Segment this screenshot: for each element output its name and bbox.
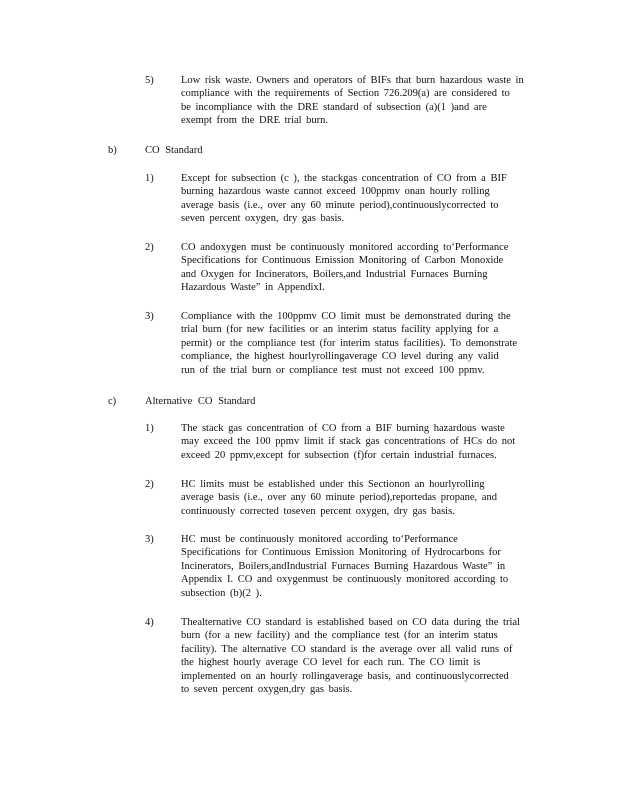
text-line: Specifications for Continuous Emission Monitoring of Carbon Monoxide bbox=[181, 255, 504, 267]
text-line: may exceed the 100 ppmv limit if stack gas concentrations of HCs do not bbox=[181, 436, 516, 448]
item-number: 2) bbox=[145, 479, 154, 490]
text-line: and Oxygen for Incinerators, Boilers,and Industrial Furnaces Burning bbox=[181, 268, 488, 280]
paragraph bbox=[181, 478, 537, 518]
text-line: be incompliance with the DRE standard of subsection (a)(1 )and are bbox=[181, 101, 487, 113]
text-line: Hazardous Waste” in AppendixI. bbox=[181, 282, 325, 294]
text-line: Specifications for Continuous Emission Monitoring of Hydrocarbons for bbox=[181, 547, 501, 559]
text-line: The stack gas concentration of CO from a BIF burning hazardous waste bbox=[181, 423, 505, 434]
text-line: to seven percent oxygen,dry gas basis. bbox=[181, 684, 353, 696]
paragraph bbox=[181, 616, 537, 696]
text-line: burn (for a new facility) and the compliance test (for an interim status bbox=[181, 630, 498, 642]
paragraph bbox=[181, 241, 537, 295]
paragraph bbox=[181, 172, 537, 226]
item-number: 3) bbox=[145, 534, 154, 545]
text-line: run of the trial burn or compliance test must not exceed 100 ppmv. bbox=[181, 364, 485, 376]
text-line: CO andoxygen must be continuously monitored according to‘Performance bbox=[181, 242, 509, 253]
paragraph bbox=[181, 310, 537, 377]
text-line: trial burn (for new facilities or an interim status facility applying for a bbox=[181, 324, 499, 336]
text-line: Low risk waste. Owners and operators of BIFs that burn hazardous waste in bbox=[181, 75, 524, 86]
text-line: facility). The alternative CO standard is the average over all valid runs of bbox=[181, 643, 513, 655]
item-number: 2) bbox=[145, 242, 154, 253]
item-number: 5) bbox=[145, 75, 154, 86]
text-line: exempt from the DRE trial burn. bbox=[181, 115, 329, 127]
paragraph bbox=[181, 533, 537, 600]
text-line: Appendix I. CO and oxygenmust be continuously monitored according to bbox=[181, 574, 509, 586]
text-line: continuously corrected toseven percent oxygen, dry gas basis. bbox=[181, 505, 455, 517]
paragraph-low-risk-waste bbox=[181, 74, 537, 128]
item-number: 1) bbox=[145, 423, 154, 434]
text-line: compliance with the requirements of Section 726.209(a) are considered to bbox=[181, 88, 510, 100]
text-line: HC limits must be established under this Sectionon an hourlyrolling bbox=[181, 479, 485, 490]
section-heading: Alternative CO Standard bbox=[145, 396, 256, 407]
item-number: 3) bbox=[145, 311, 154, 322]
text-line: implemented on an hourly rollingaverage basis, and continuouslycorrected bbox=[181, 670, 509, 682]
text-line: Incinerators, Boilers,andIndustrial Furnaces Burning Hazardous Waste” in bbox=[181, 560, 506, 572]
text-line: permit) or the compliance test (for interim status facilities). To demonstrate bbox=[181, 337, 518, 349]
text-line: seven percent oxygen, dry gas basis. bbox=[181, 213, 345, 225]
text-line: burning hazardous waste cannot exceed 100ppmv onan hourly rolling bbox=[181, 186, 490, 198]
text-line: exceed 20 ppmv,except for subsection (f)for certain industrial furnaces. bbox=[181, 449, 497, 461]
item-number: 1) bbox=[145, 173, 154, 184]
text-line: compliance, the highest hourlyrollingaverage CO level during any valid bbox=[181, 351, 499, 363]
text-line: Except for subsection (c ), the stackgas concentration of CO from a BIF bbox=[181, 173, 507, 184]
text-line: average basis (i.e., over any 60 minute period),reportedas propane, and bbox=[181, 492, 497, 504]
section-letter: b) bbox=[108, 145, 117, 156]
section-heading: CO Standard bbox=[145, 145, 203, 156]
text-line: average basis (i.e., over any 60 minute period),continuouslycorrected to bbox=[181, 199, 499, 211]
text-line: Thealternative CO standard is established based on CO data during the trial bbox=[181, 617, 520, 628]
paragraph bbox=[181, 422, 537, 462]
text-line: subsection (b)(2 ). bbox=[181, 587, 262, 599]
text-line: the highest hourly average CO level for each run. The CO limit is bbox=[181, 657, 481, 669]
section-letter: c) bbox=[108, 396, 117, 407]
text-line: HC must be continuously monitored according to‘Performance bbox=[181, 534, 458, 545]
item-number: 4) bbox=[145, 617, 154, 628]
text-line: Compliance with the 100ppmv CO limit must be demonstrated during the bbox=[181, 311, 511, 322]
